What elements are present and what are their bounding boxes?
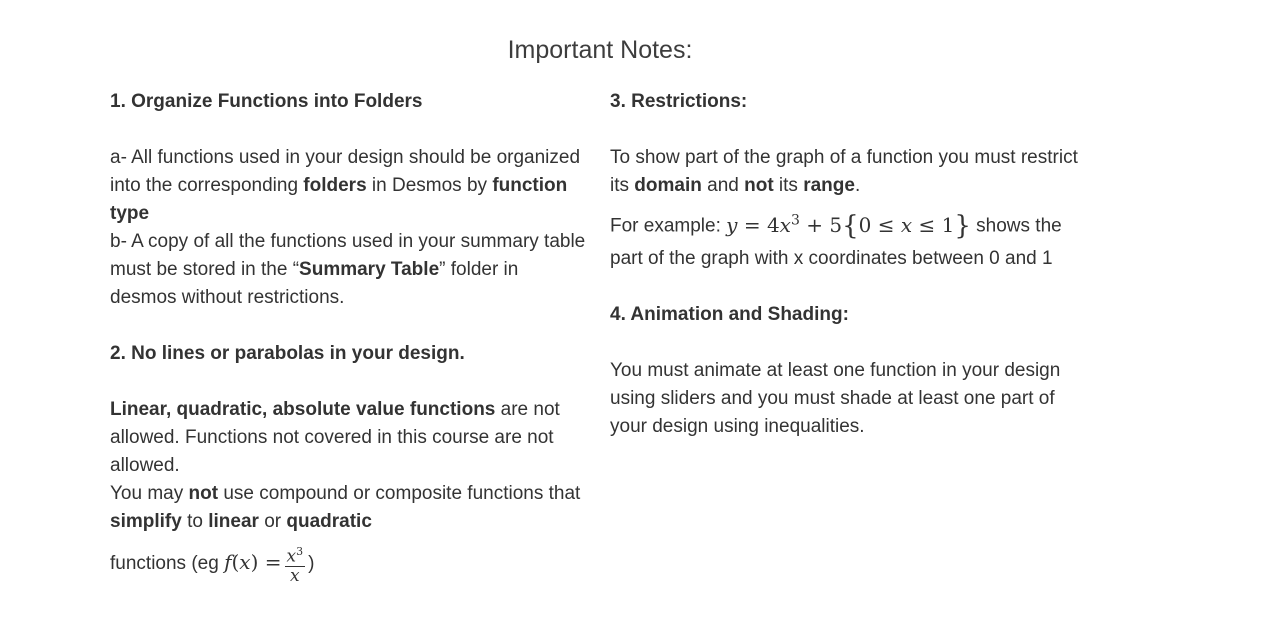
section-3-example: For example: $y = 4x^3 + 5\{0 \le x \le 1\}$ shows the bbox=[610, 210, 1062, 241]
section-2-paragraph-1: Linear, quadratic, absolute value functions are not allowed. Functions not covered in this course are not allowed. bbox=[110, 399, 560, 476]
left-column bbox=[110, 88, 590, 588]
math-f-of-x: f(x) = bbox=[224, 550, 282, 574]
section-4-heading: 4. Animation and Shading: bbox=[610, 303, 849, 325]
section-4-paragraph: You must animate at least one function in your design using sliders and you must shade at least one part of your design using inequalities. bbox=[610, 359, 1061, 437]
right-column bbox=[610, 88, 1090, 441]
section-1-heading: 1. Organize Functions into Folders bbox=[110, 91, 423, 112]
math-fraction: $\frac{x^3}{x}$ bbox=[286, 545, 304, 586]
section-3-example-continued: part of the graph with x coordinates between 0 and 1 bbox=[610, 247, 1053, 269]
section-1-item-b: b- A copy of all the functions used in your summary table must be stored in the “Summary Table” folder in desmos without restrictions. bbox=[110, 231, 586, 308]
math-restriction-example: $y = 4x^3 + 5\{0 \le x \le 1\}$ bbox=[726, 210, 971, 241]
section-2-example: functions (eg f(x) = $\frac{x^3}{x}$ ) bbox=[110, 545, 315, 586]
section-3-paragraph: To show part of the graph of a function you must restrict its domain and not its range. bbox=[610, 147, 1078, 196]
page-title: Important Notes: bbox=[507, 36, 693, 64]
section-2-heading: 2. No lines or parabolas in your design. bbox=[110, 343, 465, 364]
section-1-item-a: a- All functions used in your design should be organized into the corresponding folders in Desmos by function type bbox=[110, 147, 581, 224]
section-3-heading: 3. Restrictions: bbox=[610, 91, 748, 112]
section-2-paragraph-2: You may not use compound or composite functions that simplify to linear or quadratic bbox=[110, 483, 581, 532]
